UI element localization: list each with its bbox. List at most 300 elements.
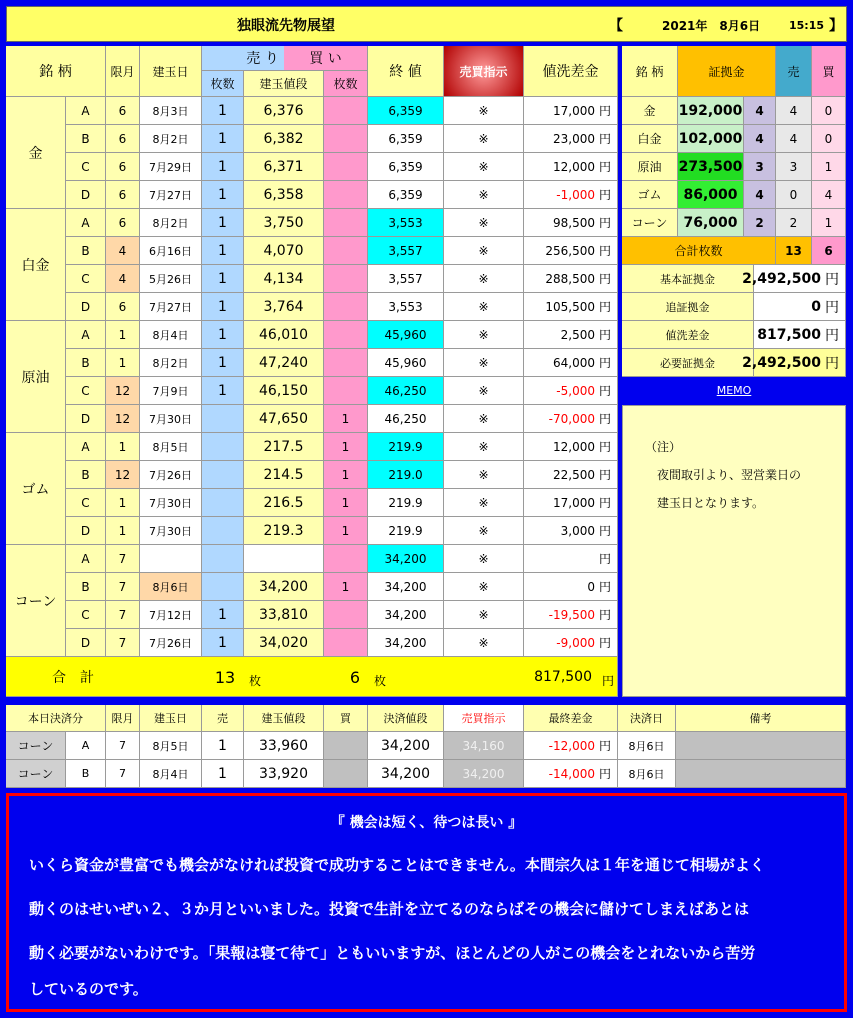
sell-count: 1: [202, 349, 244, 377]
position-id: A: [66, 209, 106, 237]
entry-price: [244, 545, 324, 573]
close-price: 219.9: [368, 517, 444, 545]
buy-count: [324, 629, 368, 657]
close-price: 3,557: [368, 265, 444, 293]
close-price: 219.9: [368, 433, 444, 461]
buy-count: 1: [324, 433, 368, 461]
profit-loss: [524, 321, 618, 349]
settle-name: コーン: [6, 760, 66, 788]
profit-value: -5,000: [556, 383, 595, 398]
position-date: 7月30日: [140, 517, 202, 545]
yen-unit: 円: [598, 739, 611, 753]
contract-month: 1: [106, 517, 140, 545]
trade-signal: ※: [444, 489, 524, 517]
close-price: 34,200: [368, 601, 444, 629]
position-date: 5月26日: [140, 265, 202, 293]
entry-price: 46,150: [244, 377, 324, 405]
summary-value: [742, 265, 846, 293]
yen-unit: 円: [598, 356, 611, 370]
position-date: 7月9日: [140, 377, 202, 405]
tatene-header: 建玉値段: [244, 71, 324, 97]
total-diff: 817,500: [534, 669, 592, 685]
settle-day: 8月6日: [618, 732, 676, 760]
yen-unit: 円: [598, 412, 611, 426]
summary-value: [742, 349, 846, 377]
settle-note: [676, 732, 846, 760]
settle-diff: [524, 760, 618, 788]
margin-amount-header: 証拠金: [678, 46, 776, 97]
contract-month: 7: [106, 601, 140, 629]
margin-buy: 0: [812, 97, 846, 125]
position-date: 8月3日: [140, 97, 202, 125]
trade-signal: ※: [444, 377, 524, 405]
yen-unit: 円: [598, 636, 611, 650]
profit-value: 98,500: [552, 215, 595, 230]
settle-header: 決済値段: [368, 705, 444, 732]
settle-close: 34,200: [368, 732, 444, 760]
settle-id: B: [66, 760, 106, 788]
margin-amount: 102,000: [678, 125, 744, 153]
yen-unit: 円: [598, 216, 611, 230]
settle-header: 本日決済分: [6, 705, 106, 732]
position-id: B: [66, 573, 106, 601]
sell-count: 1: [202, 265, 244, 293]
entry-price: 47,240: [244, 349, 324, 377]
commodity-name: 白金: [6, 209, 66, 321]
summary-value: [754, 321, 846, 349]
position-date: 7月30日: [140, 405, 202, 433]
trade-signal: ※: [444, 461, 524, 489]
sell-count: [202, 461, 244, 489]
margin-amount: 192,000: [678, 97, 744, 125]
yen-unit: 円: [598, 188, 611, 202]
contract-month: 4: [106, 265, 140, 293]
settle-header: 備考: [676, 705, 846, 732]
buy-count: 1: [324, 461, 368, 489]
margin-commodity: ゴム: [622, 181, 678, 209]
position-date: 7月26日: [140, 461, 202, 489]
settle-header: 売買指示: [444, 705, 524, 732]
settle-header: 建玉日: [140, 705, 202, 732]
baibai-header: 売買指示: [444, 46, 524, 97]
entry-price: 3,750: [244, 209, 324, 237]
close-price: 45,960: [368, 349, 444, 377]
position-date: 7月27日: [140, 181, 202, 209]
position-id: C: [66, 377, 106, 405]
close-price: 6,359: [368, 153, 444, 181]
total-count-label: 合計枚数: [622, 237, 776, 265]
profit-value: 0: [587, 579, 595, 594]
margin-sell: 3: [776, 153, 812, 181]
buy-count: [324, 153, 368, 181]
margin-buy: 0: [812, 125, 846, 153]
buy-count: 1: [324, 489, 368, 517]
yen-unit: 円: [598, 496, 611, 510]
owarine-header: 終 値: [368, 46, 444, 97]
buy-count: [324, 321, 368, 349]
trade-signal: ※: [444, 573, 524, 601]
contract-month: 6: [106, 97, 140, 125]
position-date: 7月26日: [140, 629, 202, 657]
profit-loss: [524, 237, 618, 265]
sell-count: [202, 517, 244, 545]
entry-price: 33,810: [244, 601, 324, 629]
total-count-buy: 6: [812, 237, 846, 265]
settle-m: 7: [106, 760, 140, 788]
settle-sell: 1: [202, 732, 244, 760]
profit-value: -70,000: [548, 411, 595, 426]
profit-value: 2,500: [560, 327, 595, 342]
profit-loss: [524, 545, 618, 573]
contract-month: 7: [106, 629, 140, 657]
settle-name: コーン: [6, 732, 66, 760]
margin-commodity: 原油: [622, 153, 678, 181]
buy-count: 1: [324, 405, 368, 433]
position-id: A: [66, 433, 106, 461]
total-sell-unit: 枚: [248, 673, 261, 688]
trade-signal: ※: [444, 349, 524, 377]
close-price: 46,250: [368, 377, 444, 405]
sell-count: 1: [202, 293, 244, 321]
kai-header: 買 い: [284, 46, 368, 71]
close-price: 3,557: [368, 237, 444, 265]
position-id: A: [66, 97, 106, 125]
summary-value: [754, 293, 846, 321]
margin-commodity: 金: [622, 97, 678, 125]
commodity-name: 金: [6, 97, 66, 209]
sell-count: 1: [202, 321, 244, 349]
sell-count: 1: [202, 209, 244, 237]
close-price: 34,200: [368, 629, 444, 657]
total-count-sell: 13: [776, 237, 812, 265]
margin-sell: 2: [776, 209, 812, 237]
profit-loss: [524, 293, 618, 321]
trade-signal: ※: [444, 181, 524, 209]
position-date: 6月16日: [140, 237, 202, 265]
bracket-right: 】: [829, 18, 843, 34]
profit-value: 22,500: [552, 467, 595, 482]
summary-amount: 817,500: [757, 326, 821, 343]
buy-count: [324, 377, 368, 405]
contract-month: 6: [106, 209, 140, 237]
entry-price: 219.3: [244, 517, 324, 545]
position-id: B: [66, 237, 106, 265]
trade-signal: ※: [444, 601, 524, 629]
position-id: C: [66, 489, 106, 517]
yen-unit: 円: [598, 440, 611, 454]
message-box: [6, 793, 847, 1012]
profit-value: -1,000: [556, 187, 595, 202]
margin-name-header: 銘 柄: [622, 46, 678, 97]
summary-amount: 2,492,500: [742, 354, 821, 371]
margin-commodity: 白金: [622, 125, 678, 153]
sell-count: [202, 489, 244, 517]
trade-signal: ※: [444, 125, 524, 153]
profit-loss: [524, 461, 618, 489]
settle-header: 最終差金: [524, 705, 618, 732]
yen-unit: 円: [598, 552, 611, 566]
settle-day: 8月6日: [618, 760, 676, 788]
contract-month: 1: [106, 321, 140, 349]
settle-buy: [324, 732, 368, 760]
entry-price: 6,358: [244, 181, 324, 209]
position-date: 7月12日: [140, 601, 202, 629]
contract-month: 4: [106, 237, 140, 265]
yen-unit: 円: [598, 580, 611, 594]
summary-label: 必要証拠金: [622, 349, 754, 377]
margin-sell: 0: [776, 181, 812, 209]
position-date: 8月4日: [140, 321, 202, 349]
entry-price: 34,020: [244, 629, 324, 657]
trade-signal: ※: [444, 629, 524, 657]
message-line: いくら資金が豊富でも機会がなければ投資で成功することはできません。本間宗久は１年を通じて相場がよく: [29, 856, 765, 874]
close-price: 34,200: [368, 545, 444, 573]
margin-qty: 3: [744, 153, 776, 181]
profit-loss: [524, 125, 618, 153]
profit-loss: [524, 377, 618, 405]
yen-unit: 円: [598, 104, 611, 118]
contract-month: 1: [106, 433, 140, 461]
trade-signal: ※: [444, 405, 524, 433]
profit-value: 288,500: [545, 271, 595, 286]
close-price: 46,250: [368, 405, 444, 433]
memo-note: （注）: [645, 440, 682, 454]
profit-value: 64,000: [552, 355, 595, 370]
buy-count: [324, 97, 368, 125]
yen-unit: 円: [598, 244, 611, 258]
sell-count: 1: [202, 629, 244, 657]
margin-qty: 4: [744, 181, 776, 209]
entry-price: 3,764: [244, 293, 324, 321]
buy-count: [324, 545, 368, 573]
trade-signal: ※: [444, 237, 524, 265]
profit-value: -19,500: [548, 607, 595, 622]
profit-value: 12,000: [552, 439, 595, 454]
tatedate-header: 建玉日: [140, 46, 202, 97]
margin-qty: 4: [744, 125, 776, 153]
buy-count: [324, 237, 368, 265]
settle-diff-value: -12,000: [548, 738, 595, 753]
yen-unit: 円: [598, 767, 611, 781]
position-date: 8月2日: [140, 349, 202, 377]
summary-label: 値洗差金: [622, 321, 754, 349]
settle-price: 33,920: [244, 760, 324, 788]
profit-loss: [524, 573, 618, 601]
position-id: B: [66, 461, 106, 489]
total-label: 合 計: [52, 670, 94, 686]
contract-month: 6: [106, 181, 140, 209]
settle-date: 8月5日: [140, 732, 202, 760]
position-id: D: [66, 181, 106, 209]
profit-value: 17,000: [552, 495, 595, 510]
position-date: 8月5日: [140, 433, 202, 461]
profit-loss: [524, 209, 618, 237]
trade-signal: ※: [444, 97, 524, 125]
entry-price: 6,382: [244, 125, 324, 153]
yen-unit: 円: [598, 524, 611, 538]
sell-count: 1: [202, 153, 244, 181]
position-date: 7月27日: [140, 293, 202, 321]
buy-count: [324, 265, 368, 293]
summary-label: 追証拠金: [622, 293, 754, 321]
contract-month: 12: [106, 405, 140, 433]
settle-m: 7: [106, 732, 140, 760]
position-id: D: [66, 293, 106, 321]
contract-month: 1: [106, 349, 140, 377]
settle-header: 決済日: [618, 705, 676, 732]
gengetsu-header: 限月: [106, 46, 140, 97]
sell-count-header: 枚数: [202, 71, 244, 97]
profit-loss: [524, 433, 618, 461]
trade-signal: ※: [444, 433, 524, 461]
margin-amount: 76,000: [678, 209, 744, 237]
memo-link[interactable]: MEMO: [716, 383, 752, 397]
profit-loss: [524, 601, 618, 629]
profit-loss: [524, 349, 618, 377]
settle-diff: [524, 732, 618, 760]
settle-note: [676, 760, 846, 788]
entry-price: 47,650: [244, 405, 324, 433]
entry-price: 214.5: [244, 461, 324, 489]
profit-loss: [524, 405, 618, 433]
memo-panel: [622, 405, 846, 697]
margin-buy: 4: [812, 181, 846, 209]
profit-value: 12,000: [552, 159, 595, 174]
position-date: 8月6日: [140, 573, 202, 601]
meigara-header: 銘 柄: [6, 46, 106, 97]
summary-label: 基本証拠金: [622, 265, 754, 293]
sell-count: [202, 405, 244, 433]
position-id: C: [66, 265, 106, 293]
position-id: C: [66, 601, 106, 629]
position-date: 8月2日: [140, 125, 202, 153]
close-price: 3,553: [368, 293, 444, 321]
position-date: 8月2日: [140, 209, 202, 237]
position-date: 7月29日: [140, 153, 202, 181]
commodity-name: コーン: [6, 545, 66, 657]
page-title: 独眼流先物展望: [237, 18, 335, 34]
position-id: C: [66, 153, 106, 181]
profit-loss: [524, 517, 618, 545]
memo-line2: 建玉日となります。: [657, 496, 765, 510]
summary-amount: 0: [811, 298, 821, 315]
position-id: A: [66, 545, 106, 573]
sell-count: 1: [202, 601, 244, 629]
bracket-left: 【: [609, 18, 623, 34]
profit-loss: [524, 153, 618, 181]
position-id: B: [66, 125, 106, 153]
memo-line1: 夜間取引より、翌営業日の: [657, 468, 802, 482]
close-price: 6,359: [368, 125, 444, 153]
settle-buy: [324, 760, 368, 788]
date-text: 2021年 8月6日: [662, 19, 761, 33]
yen-unit: 円: [598, 272, 611, 286]
close-price: 6,359: [368, 181, 444, 209]
close-price: 45,960: [368, 321, 444, 349]
sell-count: 1: [202, 377, 244, 405]
entry-price: 34,200: [244, 573, 324, 601]
yen-unit: 円: [825, 355, 839, 372]
contract-month: 6: [106, 125, 140, 153]
message-line: 動く必要がないわけです。「果報は寝て待て」ともいいますが、ほとんどの人がこの機会をとれないから苦労: [29, 944, 756, 962]
settle-diff-value: -14,000: [548, 766, 595, 781]
sell-count: [202, 573, 244, 601]
profit-value: 256,500: [545, 243, 595, 258]
uri-header: 売 り: [202, 46, 324, 71]
profit-loss: [524, 97, 618, 125]
entry-price: 6,376: [244, 97, 324, 125]
yen-unit: 円: [598, 300, 611, 314]
settle-id: A: [66, 732, 106, 760]
buy-count: [324, 209, 368, 237]
position-id: B: [66, 349, 106, 377]
sell-count: [202, 433, 244, 461]
yen-unit: 円: [598, 328, 611, 342]
title-bar: [6, 6, 847, 42]
margin-amount: 86,000: [678, 181, 744, 209]
margin-commodity: コーン: [622, 209, 678, 237]
close-price: 6,359: [368, 97, 444, 125]
entry-price: 4,070: [244, 237, 324, 265]
profit-value: 23,000: [552, 131, 595, 146]
contract-month: 7: [106, 545, 140, 573]
position-date: 7月30日: [140, 489, 202, 517]
position-date: [140, 545, 202, 573]
settle-header: 建玉値段: [244, 705, 324, 732]
yen-unit: 円: [825, 299, 839, 316]
profit-value: 105,500: [545, 299, 595, 314]
total-yen: 円: [601, 673, 614, 688]
total-sell: 13: [214, 667, 236, 687]
settle-sign: 34,160: [444, 732, 524, 760]
time-text: 15:15: [789, 19, 825, 32]
sell-count: 1: [202, 125, 244, 153]
buy-count-header: 枚数: [324, 71, 368, 97]
buy-count: [324, 125, 368, 153]
yen-unit: 円: [598, 608, 611, 622]
close-price: 219.0: [368, 461, 444, 489]
position-id: A: [66, 321, 106, 349]
close-price: 3,553: [368, 209, 444, 237]
position-id: D: [66, 629, 106, 657]
contract-month: 12: [106, 377, 140, 405]
entry-price: 46,010: [244, 321, 324, 349]
sell-count: [202, 545, 244, 573]
buy-count: 1: [324, 573, 368, 601]
yen-unit: 円: [598, 160, 611, 174]
profit-value: 3,000: [560, 523, 595, 538]
trade-signal: ※: [444, 153, 524, 181]
margin-buy-header: 買: [812, 46, 846, 97]
buy-count: [324, 181, 368, 209]
commodity-name: 原油: [6, 321, 66, 433]
sell-count: 1: [202, 181, 244, 209]
summary-amount: 2,492,500: [742, 270, 821, 287]
neaarai-header: 値洗差金: [524, 46, 618, 97]
buy-count: [324, 349, 368, 377]
settle-close: 34,200: [368, 760, 444, 788]
position-id: D: [66, 517, 106, 545]
margin-amount: 273,500: [678, 153, 744, 181]
yen-unit: 円: [825, 327, 839, 344]
contract-month: 1: [106, 489, 140, 517]
margin-buy: 1: [812, 209, 846, 237]
buy-count: [324, 293, 368, 321]
settle-date: 8月4日: [140, 760, 202, 788]
close-price: 219.9: [368, 489, 444, 517]
settle-header: 限月: [106, 705, 140, 732]
profit-value: 17,000: [552, 103, 595, 118]
